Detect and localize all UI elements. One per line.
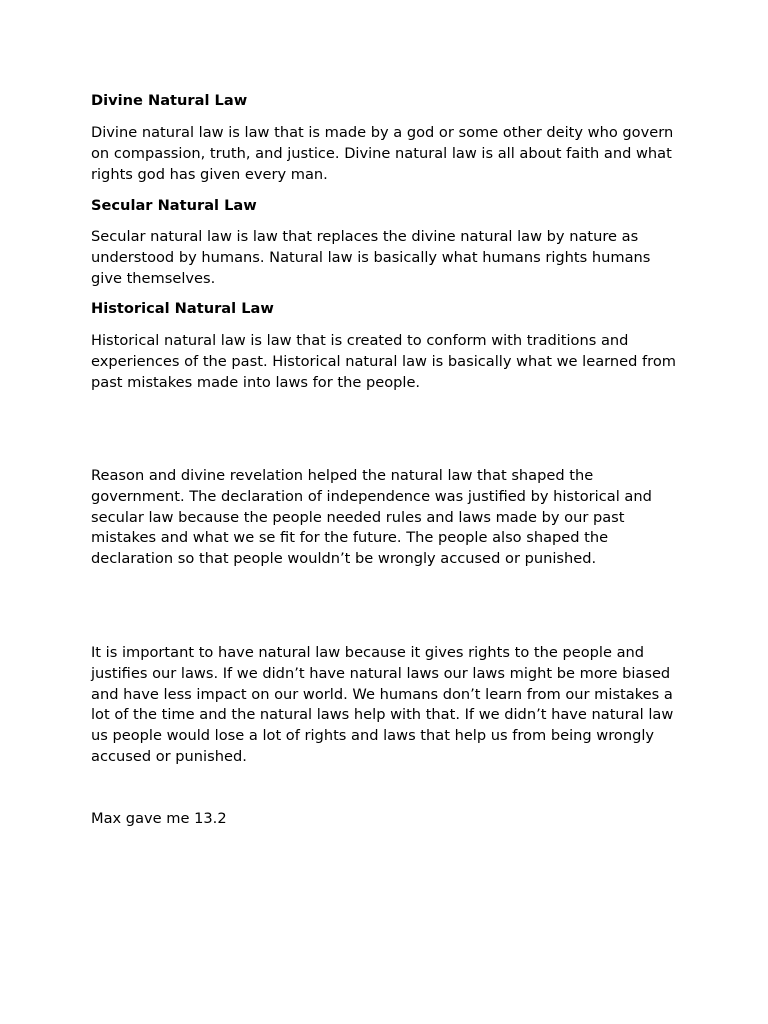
reason-and-revelation-paragraph: Reason and divine revelation helped the natural law that shaped the government. The declaration of independence was justified by historical and secular law because the people needed rules and laws made by our past mistakes and what we se fit for the future. The people also shaped the declaration so that people wouldn’t be wrongly accused or punished.	[91, 467, 652, 568]
closing-note: Max gave me 13.2	[91, 810, 227, 827]
historical-natural-law-paragraph: Historical natural law is law that is created to conform with traditions and experiences of the past. Historical natural law is basically what we learned from past mistakes made into laws for the people.	[91, 332, 676, 391]
divine-natural-law-paragraph: Divine natural law is law that is made by a god or some other deity who govern on compassion, truth, and justice. Divine natural law is all about faith and what rights god has given every man.	[91, 124, 674, 183]
divine-natural-law-heading: Divine Natural Law	[91, 92, 248, 109]
secular-natural-law-heading: Secular Natural Law	[91, 197, 257, 214]
secular-natural-law-paragraph: Secular natural law is law that replaces the divine natural law by nature as understood by humans. Natural law is basically what humans rights humans give themselves.	[91, 228, 651, 287]
historical-natural-law-heading: Historical Natural Law	[91, 300, 274, 317]
importance-of-natural-law-paragraph: It is important to have natural law because it gives rights to the people and justifies our laws. If we didn’t have natural laws our laws might be more biased and have less impact on our world. We humans don’t learn from our mistakes a lot of the time and the natural laws help with that. If we didn’t have natural law us people would lose a lot of rights and laws that help us from being wrongly accused or punished.	[91, 644, 674, 765]
